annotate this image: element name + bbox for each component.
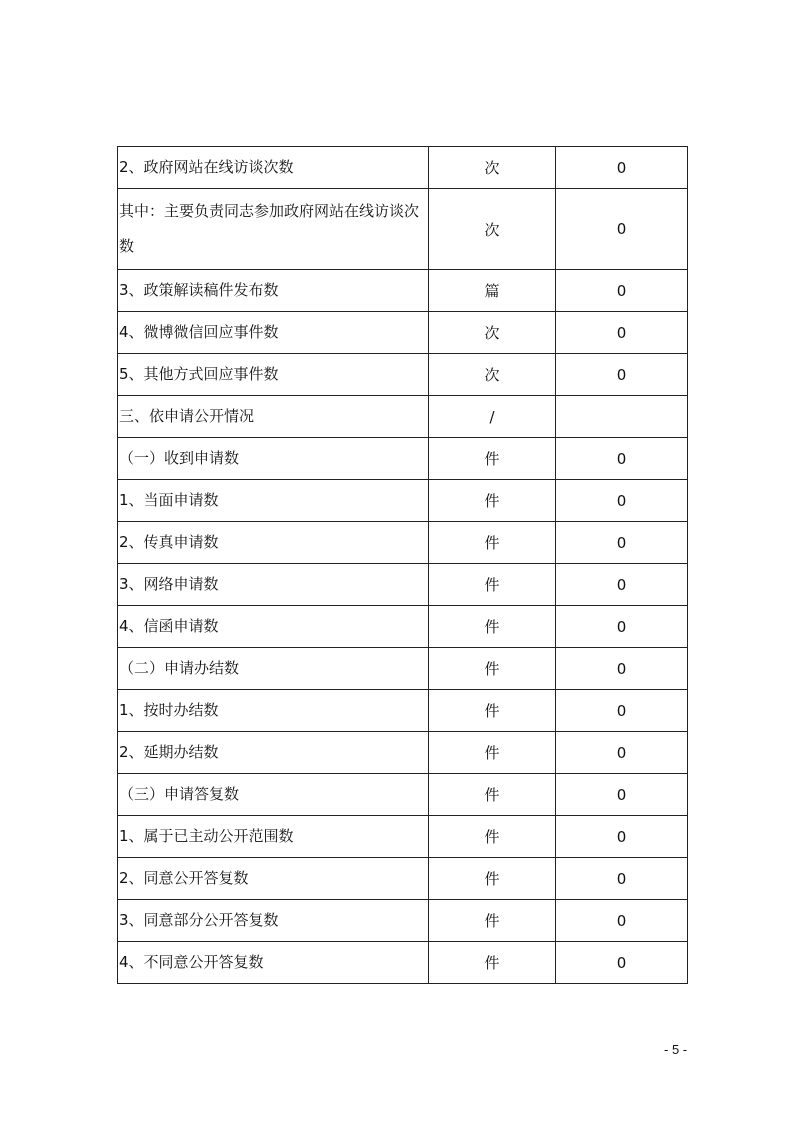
row-value: 0 [556, 732, 688, 774]
table-row [118, 438, 688, 480]
table-row [118, 774, 688, 816]
row-item: 1、按时办结数 [118, 690, 429, 732]
row-unit: 件 [429, 774, 556, 816]
row-item: 2、延期办结数 [118, 732, 429, 774]
row-unit: 次 [429, 147, 556, 189]
row-item: 3、网络申请数 [118, 564, 429, 606]
row-item: （二）申请办结数 [118, 648, 429, 690]
row-item: 其中：主要负责同志参加政府网站在线访谈次数 [118, 189, 429, 270]
table-row [118, 606, 688, 648]
row-value: 0 [556, 564, 688, 606]
row-unit: 次 [429, 312, 556, 354]
table-row [118, 648, 688, 690]
row-unit: 篇 [429, 270, 556, 312]
table-row [118, 480, 688, 522]
table-row [118, 732, 688, 774]
table-row [118, 690, 688, 732]
row-value: 0 [556, 147, 688, 189]
row-item: 4、信函申请数 [118, 606, 429, 648]
table-row [118, 942, 688, 984]
row-item: 2、同意公开答复数 [118, 858, 429, 900]
table-row [118, 900, 688, 942]
row-value: 0 [556, 522, 688, 564]
row-unit: 次 [429, 189, 556, 270]
row-unit: 件 [429, 858, 556, 900]
row-value: 0 [556, 312, 688, 354]
row-unit: 次 [429, 354, 556, 396]
table-row [118, 147, 688, 189]
row-value: 0 [556, 900, 688, 942]
row-value [556, 396, 688, 438]
row-unit: 件 [429, 438, 556, 480]
row-value: 0 [556, 189, 688, 270]
row-value: 0 [556, 648, 688, 690]
row-unit: 件 [429, 732, 556, 774]
row-item: 5、其他方式回应事件数 [118, 354, 429, 396]
row-value: 0 [556, 438, 688, 480]
row-value: 0 [556, 774, 688, 816]
row-value: 0 [556, 480, 688, 522]
table-row [118, 564, 688, 606]
row-unit: 件 [429, 522, 556, 564]
row-unit: 件 [429, 606, 556, 648]
row-unit: 件 [429, 942, 556, 984]
row-item: 3、同意部分公开答复数 [118, 900, 429, 942]
row-value: 0 [556, 270, 688, 312]
table-row [118, 522, 688, 564]
table-row [118, 354, 688, 396]
row-item: 2、传真申请数 [118, 522, 429, 564]
row-unit: 件 [429, 690, 556, 732]
row-item: （一）收到申请数 [118, 438, 429, 480]
row-item: 2、政府网站在线访谈次数 [118, 147, 429, 189]
table-row [118, 270, 688, 312]
row-unit: / [429, 396, 556, 438]
table-row [118, 396, 688, 438]
row-value: 0 [556, 690, 688, 732]
page-number: - 5 - [664, 1042, 688, 1057]
row-item: 三、依申请公开情况 [118, 396, 429, 438]
row-item: （三）申请答复数 [118, 774, 429, 816]
row-value: 0 [556, 606, 688, 648]
row-value: 0 [556, 354, 688, 396]
table-row [118, 189, 688, 270]
row-unit: 件 [429, 816, 556, 858]
row-unit: 件 [429, 564, 556, 606]
row-unit: 件 [429, 900, 556, 942]
row-unit: 件 [429, 648, 556, 690]
row-value: 0 [556, 942, 688, 984]
row-item: 4、不同意公开答复数 [118, 942, 429, 984]
row-item: 1、当面申请数 [118, 480, 429, 522]
table-row [118, 858, 688, 900]
row-unit: 件 [429, 480, 556, 522]
row-value: 0 [556, 816, 688, 858]
table-row [118, 816, 688, 858]
statistics-table [117, 146, 688, 984]
table-row [118, 312, 688, 354]
row-item: 1、属于已主动公开范围数 [118, 816, 429, 858]
row-item: 4、微博微信回应事件数 [118, 312, 429, 354]
row-item: 3、政策解读稿件发布数 [118, 270, 429, 312]
row-value: 0 [556, 858, 688, 900]
